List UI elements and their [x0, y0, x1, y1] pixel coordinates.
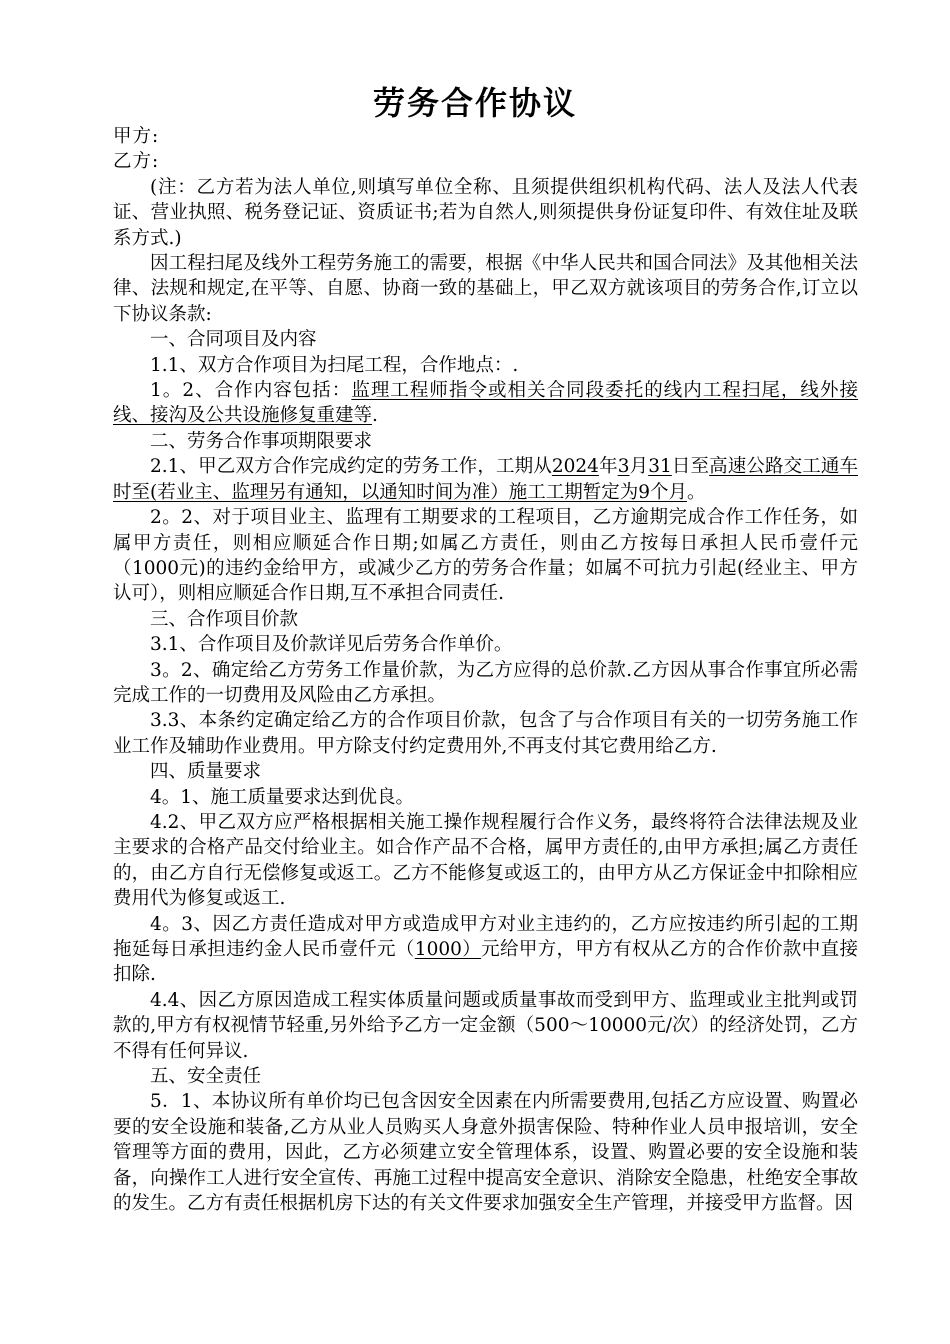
- section-2-heading: 二、劳务合作事项期限要求: [150, 430, 373, 452]
- clause-3-2: 3。2、确定给乙方劳务工作量价款，为乙方应得的总价款.乙方因从事合作事宜所必需完成工作的一切费用及风险由乙方承担。: [113, 659, 858, 706]
- clause-2-1-text-d: 日至: [671, 456, 710, 478]
- clause-3-1: 3.1、合作项目及价款详见后劳务合作单价。: [150, 634, 513, 656]
- section-1-heading: 一、合同项目及内容: [150, 329, 317, 351]
- note-paragraph: (注：乙方若为法人单位,则填写单位全称、且须提供组织机构代码、法人及法人代表证、营业执照、税务登记证、资质证书;若为自然人,则须提供身份证复印件、有效住址及联系方式.): [113, 176, 858, 249]
- party-b-line: 乙方:: [113, 151, 160, 173]
- document-title: 劳务合作协议: [372, 84, 577, 122]
- clause-2-1-text-c: 月: [629, 456, 649, 478]
- clause-2-1-text-a: 2.1、甲乙双方合作完成约定的劳务工作，工期从: [150, 456, 552, 478]
- clause-4-3-amount: 1000）: [414, 939, 482, 960]
- clause-2-1-underlined: 高速公路交工通车时至(若业主、监理另有通知，以通知时间为准）施工工期暂定为9个月: [113, 456, 858, 503]
- clause-2-1: [113, 454, 858, 505]
- clause-2-2: 2。2、对于项目业主、监理有工期要求的工程项目，乙方逾期完成合作工作任务，如属甲方责任，则相应顺延合作日期;如属乙方责任，则由乙方按每日承担人民币壹仟元（1000元)的违约金给甲方，或减少乙方的劳务合作量；如属不可抗力引起(经业主、甲方认可），则相应顺延合作日期,互不承担合同责任.: [113, 507, 858, 605]
- clause-4-3-text-a: 4。3、因乙方责任造成对甲方或造成甲方对业主违约的，乙方应按违约所引起的工期拖延每日承担违约金人民币壹仟元（: [113, 913, 858, 960]
- clause-2-1-month: 3: [617, 456, 630, 478]
- party-a-line: 甲方:: [113, 126, 160, 147]
- clause-2-1-text-b: 年: [598, 456, 618, 478]
- clause-2-1-suffix: 。: [687, 481, 706, 503]
- section-5-heading: 五、安全责任: [150, 1066, 262, 1088]
- clause-1-2: [113, 378, 858, 429]
- clause-1-2-prefix: 1。2、合作内容包括：: [150, 380, 352, 402]
- clause-1-2-underlined: 监理工程师指令或相关合同段委托的线内工程扫尾，线外接线、接沟及公共设施修复重建等: [113, 380, 858, 427]
- clause-4-1: 4。1、施工质量要求达到优良。: [150, 786, 415, 808]
- clause-2-1-year: 2024: [551, 456, 599, 478]
- clause-3-3: 3.3、本条约定确定给乙方的合作项目价款，包含了与合作项目有关的一切劳务施工作业工作及辅助作业费用。甲方除支付约定费用外,不再支付其它费用给乙方.: [113, 710, 858, 757]
- section-3-heading: 三、合作项目价款: [150, 608, 299, 630]
- clause-2-1-day: 31: [648, 456, 672, 478]
- clause-1-1: 1.1、双方合作项目为扫尾工程，合作地点：.: [150, 354, 519, 376]
- section-4-heading: 四、质量要求: [150, 761, 262, 783]
- clause-4-3: [113, 912, 858, 988]
- preamble-paragraph: 因工程扫尾及线外工程劳务施工的需要，根据《中华人民共和国合同法》及其他相关法律、法规和规定,在平等、自愿、协商一致的基础上，甲乙双方就该项目的劳务合作,订立以下协议条款:: [113, 253, 858, 325]
- clause-4-3-text-b: 元给甲方，甲方有权从乙方的合作价款中直接扣除.: [113, 939, 858, 986]
- clause-4-4: 4.4、因乙方原因造成工程实体质量问题或质量事故而受到甲方、监理或业主批判或罚款的,甲方有权视情节轻重,另外给予乙方一定金额（500～10000元/次）的经济处罚，乙方不得有任何异议.: [113, 989, 858, 1062]
- clause-5-1: 5．1、本协议所有单价均已包含因安全因素在内所需要费用,包括乙方应设置、购置必要的安全设施和装备,乙方从业人员购买人身意外损害保险、特种作业人员申报培训，安全管理等方面的费用，因此，乙方必须建立安全管理体系，设置、购置必要的安全设施和装备，向操作工人进行安全宣传、再施工过程中提高安全意识、消除安全隐患，杜绝安全事故的发生。乙方有责任根据机房下达的有关文件要求加强安全生产管理，并接受甲方监督。因: [113, 1091, 858, 1215]
- clause-4-2: 4.2、甲乙双方应严格根据相关施工操作规程履行合作义务，最终将符合法律法规及业主要求的合格产品交付给业主。如合作产品不合格，属甲方责任的,由甲方承担;属乙方责任的，由乙方自行无偿修复或返工。乙方不能修复或返工的，由甲方从乙方保证金中扣除相应费用代为修复或返工.: [113, 811, 858, 910]
- clause-1-2-suffix: .: [372, 405, 378, 427]
- document-body: [113, 124, 858, 1216]
